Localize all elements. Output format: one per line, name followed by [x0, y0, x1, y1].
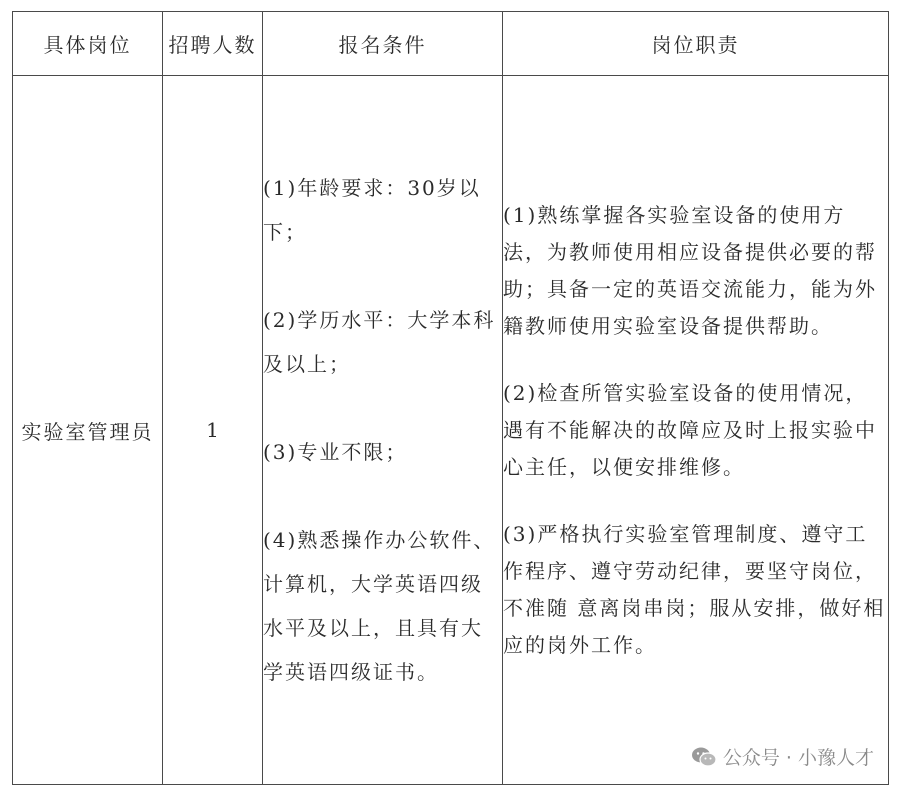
- header-position: 具体岗位: [13, 12, 163, 76]
- duty-item: (1)熟练掌握各实验室设备的使用方法，为教师使用相应设备提供必要的帮助；具备一定的英语交流能力，能为外籍教师使用实验室设备提供帮助。: [503, 202, 877, 338]
- cell-position: 实验室管理员: [13, 76, 163, 785]
- header-duties: 岗位职责: [503, 12, 889, 76]
- table-row: [13, 76, 889, 785]
- wechat-icon: [691, 746, 717, 768]
- header-row: [13, 12, 889, 76]
- requirement-item: (4)熟悉操作办公软件、计算机，大学英语四级水平及以上，且具有大学英语四级证书。: [263, 528, 496, 684]
- watermark-text: 公众号 · 小豫人才: [722, 747, 874, 769]
- watermark: [691, 743, 874, 770]
- recruitment-table: [12, 11, 889, 785]
- duty-item: (3)严格执行实验室管理制度、遵守工作程序、遵守劳动纪律，要坚守岗位，不准随 意离岗串岗；服从安排，做好相应的岗外工作。: [503, 521, 886, 657]
- cell-requirements: [263, 76, 503, 785]
- cell-duties: [503, 76, 889, 785]
- duty-item: (2)检查所管实验室设备的使用情况，遇有不能解决的故障应及时上报实验中心主任，以便安排维修。: [503, 380, 877, 479]
- requirement-item: (2)学历水平：大学本科及以上；: [263, 308, 496, 376]
- header-requirements: 报名条件: [263, 12, 503, 76]
- requirement-item: (1)年龄要求：30岁以下；: [263, 176, 481, 244]
- cell-count: 1: [163, 76, 263, 785]
- header-count: 招聘人数: [163, 12, 263, 76]
- requirement-item: (3)专业不限；: [263, 440, 408, 464]
